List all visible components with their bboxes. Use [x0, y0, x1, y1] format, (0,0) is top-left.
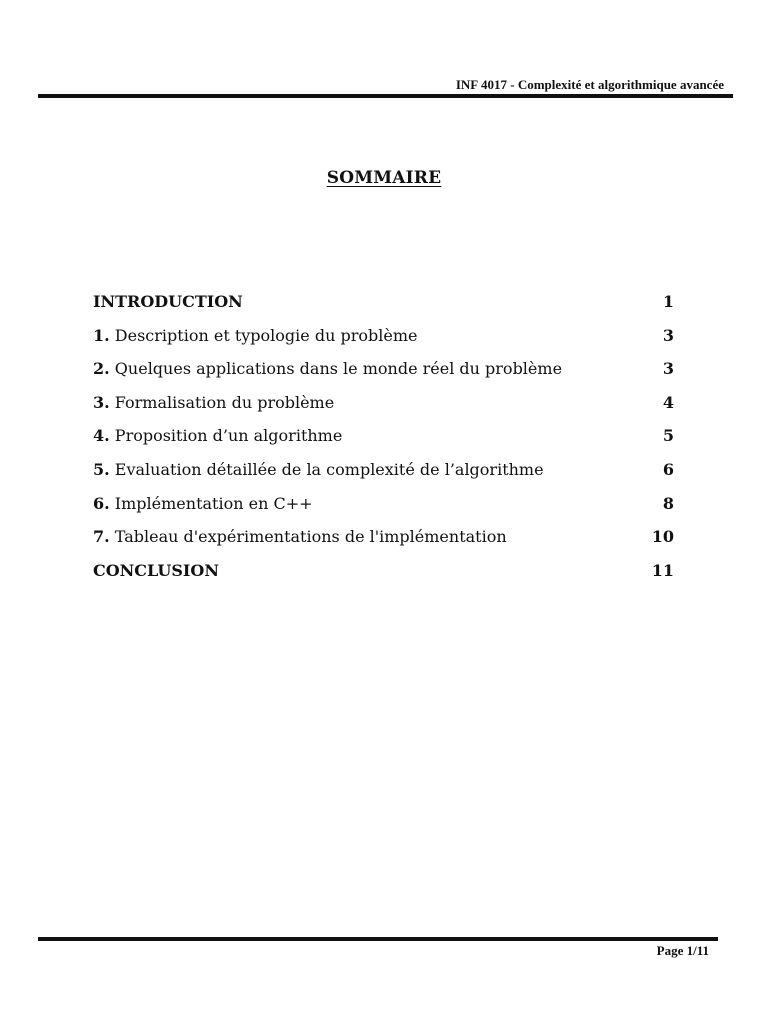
toc-item-page: 3	[662, 325, 674, 345]
toc-item-page: 6	[662, 459, 674, 479]
toc-item-title: INTRODUCTION	[93, 292, 243, 311]
toc-item-label	[93, 561, 219, 580]
toc-item-4	[93, 426, 674, 460]
toc-item-title: Evaluation détaillée de la complexité de l’algorithme	[114, 459, 544, 479]
toc-item-title: CONCLUSION	[93, 560, 219, 580]
toc-item-label	[93, 527, 507, 546]
toc-item-title: Proposition d’un algorithme	[114, 426, 343, 446]
page-number: Page 1/11	[656, 943, 709, 958]
toc-item-title: Description et typologie du problème	[114, 325, 418, 345]
toc-item-page: 11	[651, 560, 674, 580]
toc-item-label	[93, 426, 342, 445]
toc-item-title: Quelques applications dans le monde réel du problème	[114, 359, 563, 379]
toc-item-page: 3	[662, 359, 674, 379]
toc-item-number: 6.	[93, 493, 110, 513]
toc-item-conclusion	[93, 561, 674, 595]
toc-item-label	[93, 460, 544, 479]
toc-item-label	[93, 326, 417, 345]
toc-item-label	[93, 393, 334, 412]
toc-item-label	[93, 359, 562, 378]
toc-item-title: Implémentation en C++	[114, 493, 313, 513]
page-title: SOMMAIRE	[326, 168, 442, 188]
toc-item-number: 7.	[93, 527, 110, 547]
toc-item-number: 5.	[93, 459, 110, 479]
header-divider	[38, 94, 733, 98]
toc-item-6	[93, 494, 674, 528]
toc-item-number: 3.	[93, 392, 110, 412]
footer-divider	[38, 937, 718, 941]
toc-item-page: 8	[662, 493, 674, 513]
table-of-contents	[93, 292, 674, 594]
toc-item-title: Tableau d'expérimentations de l'implémentation	[114, 527, 507, 547]
toc-item-title: Formalisation du problème	[114, 392, 335, 412]
toc-item-number: 1.	[93, 325, 110, 345]
toc-item-7	[93, 527, 674, 561]
toc-item-label	[93, 292, 243, 311]
toc-item-1	[93, 326, 674, 360]
toc-item-3	[93, 393, 674, 427]
toc-item-label	[93, 494, 313, 513]
course-title: INF 4017 - Complexité et algorithmique avancée	[455, 77, 724, 92]
toc-item-page: 5	[662, 426, 674, 446]
toc-item-page: 1	[662, 292, 674, 311]
toc-item-introduction	[93, 292, 674, 326]
toc-item-5	[93, 460, 674, 494]
toc-item-number: 2.	[93, 359, 110, 379]
toc-item-2	[93, 359, 674, 393]
toc-item-page: 4	[662, 392, 674, 412]
toc-item-page: 10	[651, 527, 674, 547]
toc-item-number: 4.	[93, 426, 110, 446]
